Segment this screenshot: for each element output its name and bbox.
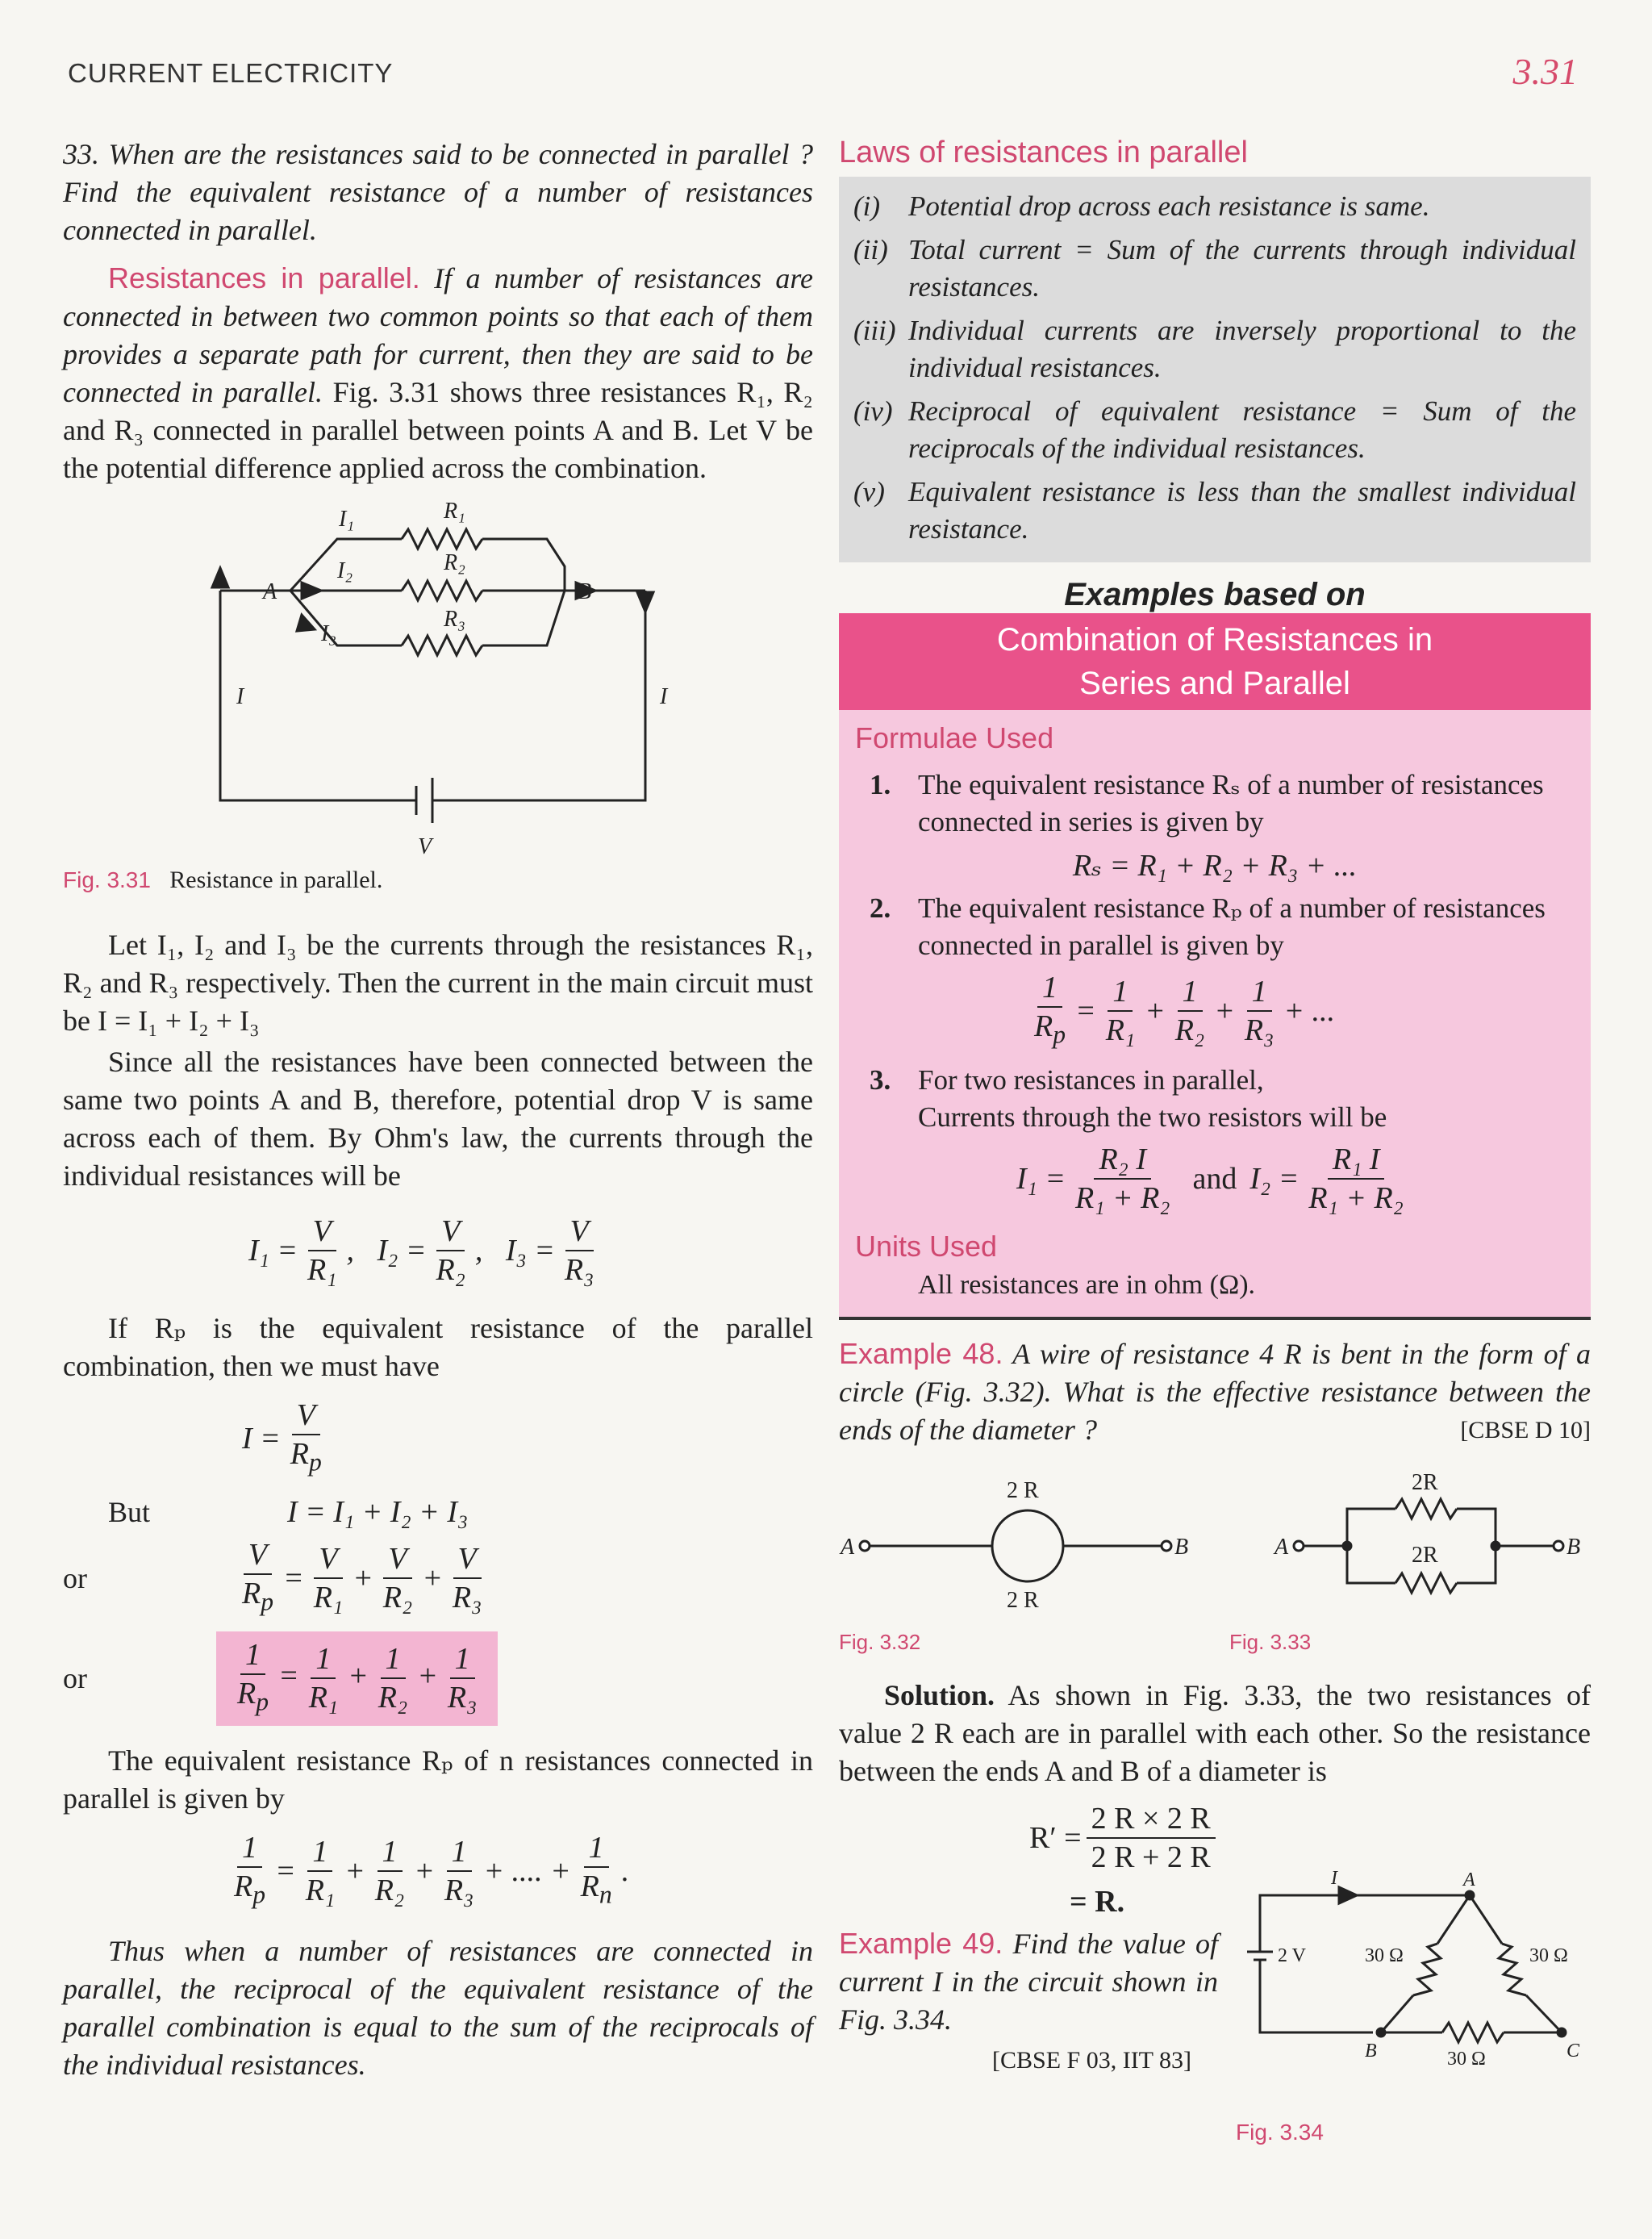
solution-label: Solution. [884, 1678, 995, 1711]
fig33-label-mid: 2R [1412, 1542, 1438, 1568]
fig34-label-i: I [1331, 1867, 1337, 1889]
fig31-label-i2: I₂ [337, 558, 353, 583]
units-text: All resistances are in ohm (Ω). [918, 1269, 1256, 1300]
units-heading: Units Used [855, 1229, 998, 1263]
law-item: (iii) Individual currents are inversely proportional to the individual resistances. [853, 315, 1576, 383]
equation-current-sum: I = I₁ + I₂ + I₃ [287, 1494, 469, 1529]
fig31-label-b: B [578, 579, 592, 604]
running-header: CURRENT ELECTRICITY [68, 58, 394, 88]
fig32-label-b: B [1174, 1534, 1189, 1560]
section-heading-parallel: Resistances in parallel. [108, 261, 420, 294]
paragraph-equivalent: If Rₚ is the equivalent resistance of the parallel combination, then we must have [63, 1312, 813, 1382]
formulae-heading: Formulae Used [855, 721, 1054, 754]
fig31-label-i1: I₁ [339, 507, 355, 532]
formula-item-3-sub: Currents through the two resistors will be [918, 1101, 1387, 1133]
fig31-label-r1: R₁ [444, 499, 465, 524]
figure-3-34-circuit [1236, 1863, 1591, 2105]
fig33-label-a: A [1274, 1534, 1289, 1560]
example-48-text: A wire of resistance 4 R is bent in the form of a circle (Fig. 3.32). What is the effective resistance between the ends of the diameter ? [839, 1337, 1591, 1446]
example-48-ref: [CBSE D 10] [1460, 1416, 1591, 1443]
left-column [63, 136, 813, 2084]
examples-banner [839, 613, 1591, 710]
formula-current-divider: I₁ = $\frac{\text{R₂ I}}{\text{R₁ + R₂}}$ and I₂ = $\frac{\text{R₁ I}}{\text{R₁ + R₂}}$ [1016, 1142, 1404, 1215]
right-column [839, 136, 1591, 2162]
fig34-label-b: B [1365, 2040, 1377, 2061]
fig32-label-top: 2 R [1007, 1477, 1039, 1503]
solution-result: = R. [1070, 1884, 1125, 1919]
word-and: and [1192, 1161, 1237, 1196]
fig31-label-i-right: I [660, 684, 668, 709]
equation-individual-currents: I₁ = $\frac{V}{\text{R₁}}$ , I₂ = $\frac{V}{\text{R₂}}$ , I₃ = $\frac{V}{\text{R₃}}$ [248, 1214, 594, 1287]
fig31-label-i-left: I [236, 684, 244, 709]
fig32-label-a: A [841, 1534, 855, 1560]
banner-line-2: Series and Parallel [1079, 666, 1350, 701]
figure-3-31-circuit [63, 494, 813, 865]
paragraph-currents: Let I₁, I₂ and I₃ be the currents through the resistances R₁, R₂ and R₃ respectively. Then the current in the main circuit must be I = I₁ + I₂ + I₃ [63, 929, 813, 1037]
paragraph-ohms-law: Since all the resistances have been connected between the same two points A and B, therefore, potential drop V is same across each of them. By Ohm's law, the currents through the individual resistances will be [63, 1046, 813, 1192]
example-49-block [839, 1867, 1591, 2162]
fig34-label-voltage: 2 V [1278, 1945, 1306, 1966]
formulae-box [839, 710, 1591, 1317]
fig31-label-a: A [263, 579, 277, 604]
example-49-text: Find the value of current I in the circuit shown in Fig. 3.34. [839, 1927, 1219, 2036]
law-item: (v) Equivalent resistance is less than the smallest individual resistance. [853, 476, 1576, 545]
fig31-label-r2: R₂ [444, 550, 465, 575]
intro-rest: Fig. 3.31 shows three resistances R₁, R₂ and R₃ connected in parallel between points A and B. Let V be the potential difference applied across the combination. [63, 376, 813, 484]
example-48-label: Example 48. [839, 1336, 1003, 1370]
fig34-label-c: C [1566, 2040, 1580, 2061]
equation-or-row-1: or $\frac{V}{R_p}$ = $\frac{V}{\text{R₁}}$ + $\frac{V}{\text{R₂}}$ + $\frac{V}{\text{R₃}}$ [63, 1537, 482, 1616]
equation-but-row [63, 1494, 813, 1530]
solution-equation: R′ = $\frac{2 R \times 2 R}{2 R + 2 R}$ [1029, 1800, 1591, 1876]
fig34-label-r-left: 30 Ω [1365, 1945, 1404, 1966]
fig31-label-v: V [418, 834, 432, 859]
question-33: 33. When are the resistances said to be connected in parallel ? Find the equivalent resistance of a number of resistances connected in parallel. [63, 138, 813, 246]
fig34-label-r-bottom: 30 Ω [1447, 2048, 1486, 2070]
fig31-title: Resistance in parallel. [169, 867, 383, 893]
page-number: 3.31 [1512, 51, 1578, 92]
fig32-label-bottom: 2 R [1007, 1587, 1039, 1613]
fig31-label-i3: I₃ [321, 621, 337, 646]
formula-parallel: $\frac{1}{R_p}$ = $\frac{1}{\text{R₁}}$ + $\frac{1}{\text{R₂}}$ + $\frac{1}{\text{R₃}}$ + ... [1034, 971, 1335, 1049]
laws-box [839, 177, 1591, 562]
example-49 [839, 1924, 1218, 2039]
fig31-label-r3: R₃ [444, 607, 465, 632]
fig31-number: Fig. 3.31 [63, 867, 151, 892]
solution-48 [839, 1677, 1591, 1790]
example-49-ref: [CBSE F 03, IIT 83] [992, 2046, 1191, 2074]
laws-title: Laws of resistances in parallel [839, 136, 1248, 169]
word-or-1: or [63, 1561, 87, 1594]
example-48 [839, 1335, 1591, 1449]
law-item: (ii) Total current = Sum of the currents through individual resistances. [853, 234, 1576, 303]
equation-n-resistances: $\frac{1}{R_p}$ = $\frac{1}{\text{R₁}}$ + $\frac{1}{\text{R₂}}$ + $\frac{1}{\text{R₃}}$ + .... + $\frac{1}{R_n}$ . [234, 1830, 630, 1909]
fig34-label-a: A [1463, 1869, 1475, 1890]
formula-series: Rₛ = R₁ + R₂ + R₃ + ... [1072, 849, 1358, 883]
formula-item-1: 1. The equivalent resistance Rₛ of a number of resistances connected in series is given by [870, 769, 1544, 838]
figure-3-31-caption [63, 867, 813, 894]
formulae-rule [839, 1317, 1591, 1320]
fig33-label-top: 2R [1412, 1469, 1438, 1495]
word-or-2: or [63, 1662, 87, 1695]
highlighted-parallel-formula: $\frac{1}{R_p}$ = $\frac{1}{\text{R₁}}$ + $\frac{1}{\text{R₂}}$ + $\frac{1}{\text{R₃}}$ [216, 1631, 498, 1726]
banner-line-1: Combination of Resistances in [996, 622, 1433, 658]
paragraph-conclusion: Thus when a number of resistances are connected in parallel, the reciprocal of the equivalent resistance of the parallel combination is equal to the sum of the reciprocals of the individual resistances. [63, 1935, 813, 2082]
intro-paragraph [63, 259, 813, 487]
paragraph-n-resistances: The equivalent resistance Rₚ of n resistances connected in parallel is given by [63, 1744, 813, 1815]
fig32-caption: Fig. 3.32 [839, 1629, 921, 1654]
example-49-label: Example 49. [839, 1926, 1003, 1960]
fig33-caption: Fig. 3.33 [1229, 1629, 1312, 1654]
fig33-label-b: B [1566, 1534, 1581, 1560]
equation-i-over-rp: I = $\frac{V}{R_p}$ [242, 1398, 322, 1477]
examples-title: Examples based on [1064, 577, 1366, 612]
fig34-caption: Fig. 3.34 [1236, 2119, 1324, 2145]
word-but: But [108, 1495, 151, 1528]
law-item: (i) Potential drop across each resistance is same. [853, 190, 1430, 222]
formula-item-2: 2. The equivalent resistance Rₚ of a number of resistances connected in parallel is given by [870, 892, 1546, 961]
equation-or-row-2 [63, 1631, 813, 1726]
fig34-label-r-right: 30 Ω [1529, 1945, 1568, 1966]
solution-text: As shown in Fig. 3.33, the two resistances of value 2 R each are in parallel with each other. So the resistance between the ends A and B of a diameter is [839, 1678, 1592, 1787]
figures-3-32-3-33 [839, 1457, 1591, 1659]
definition-text: If a number of resistances are connected in between two common points so that each of them provides a separate path for current, then they are said to be connected in parallel. [63, 262, 813, 408]
formula-item-3: 3. For two resistances in parallel, [870, 1063, 1264, 1096]
law-item: (iv) Reciprocal of equivalent resistance = Sum of the reciprocals of the individual resistances. [853, 395, 1576, 464]
